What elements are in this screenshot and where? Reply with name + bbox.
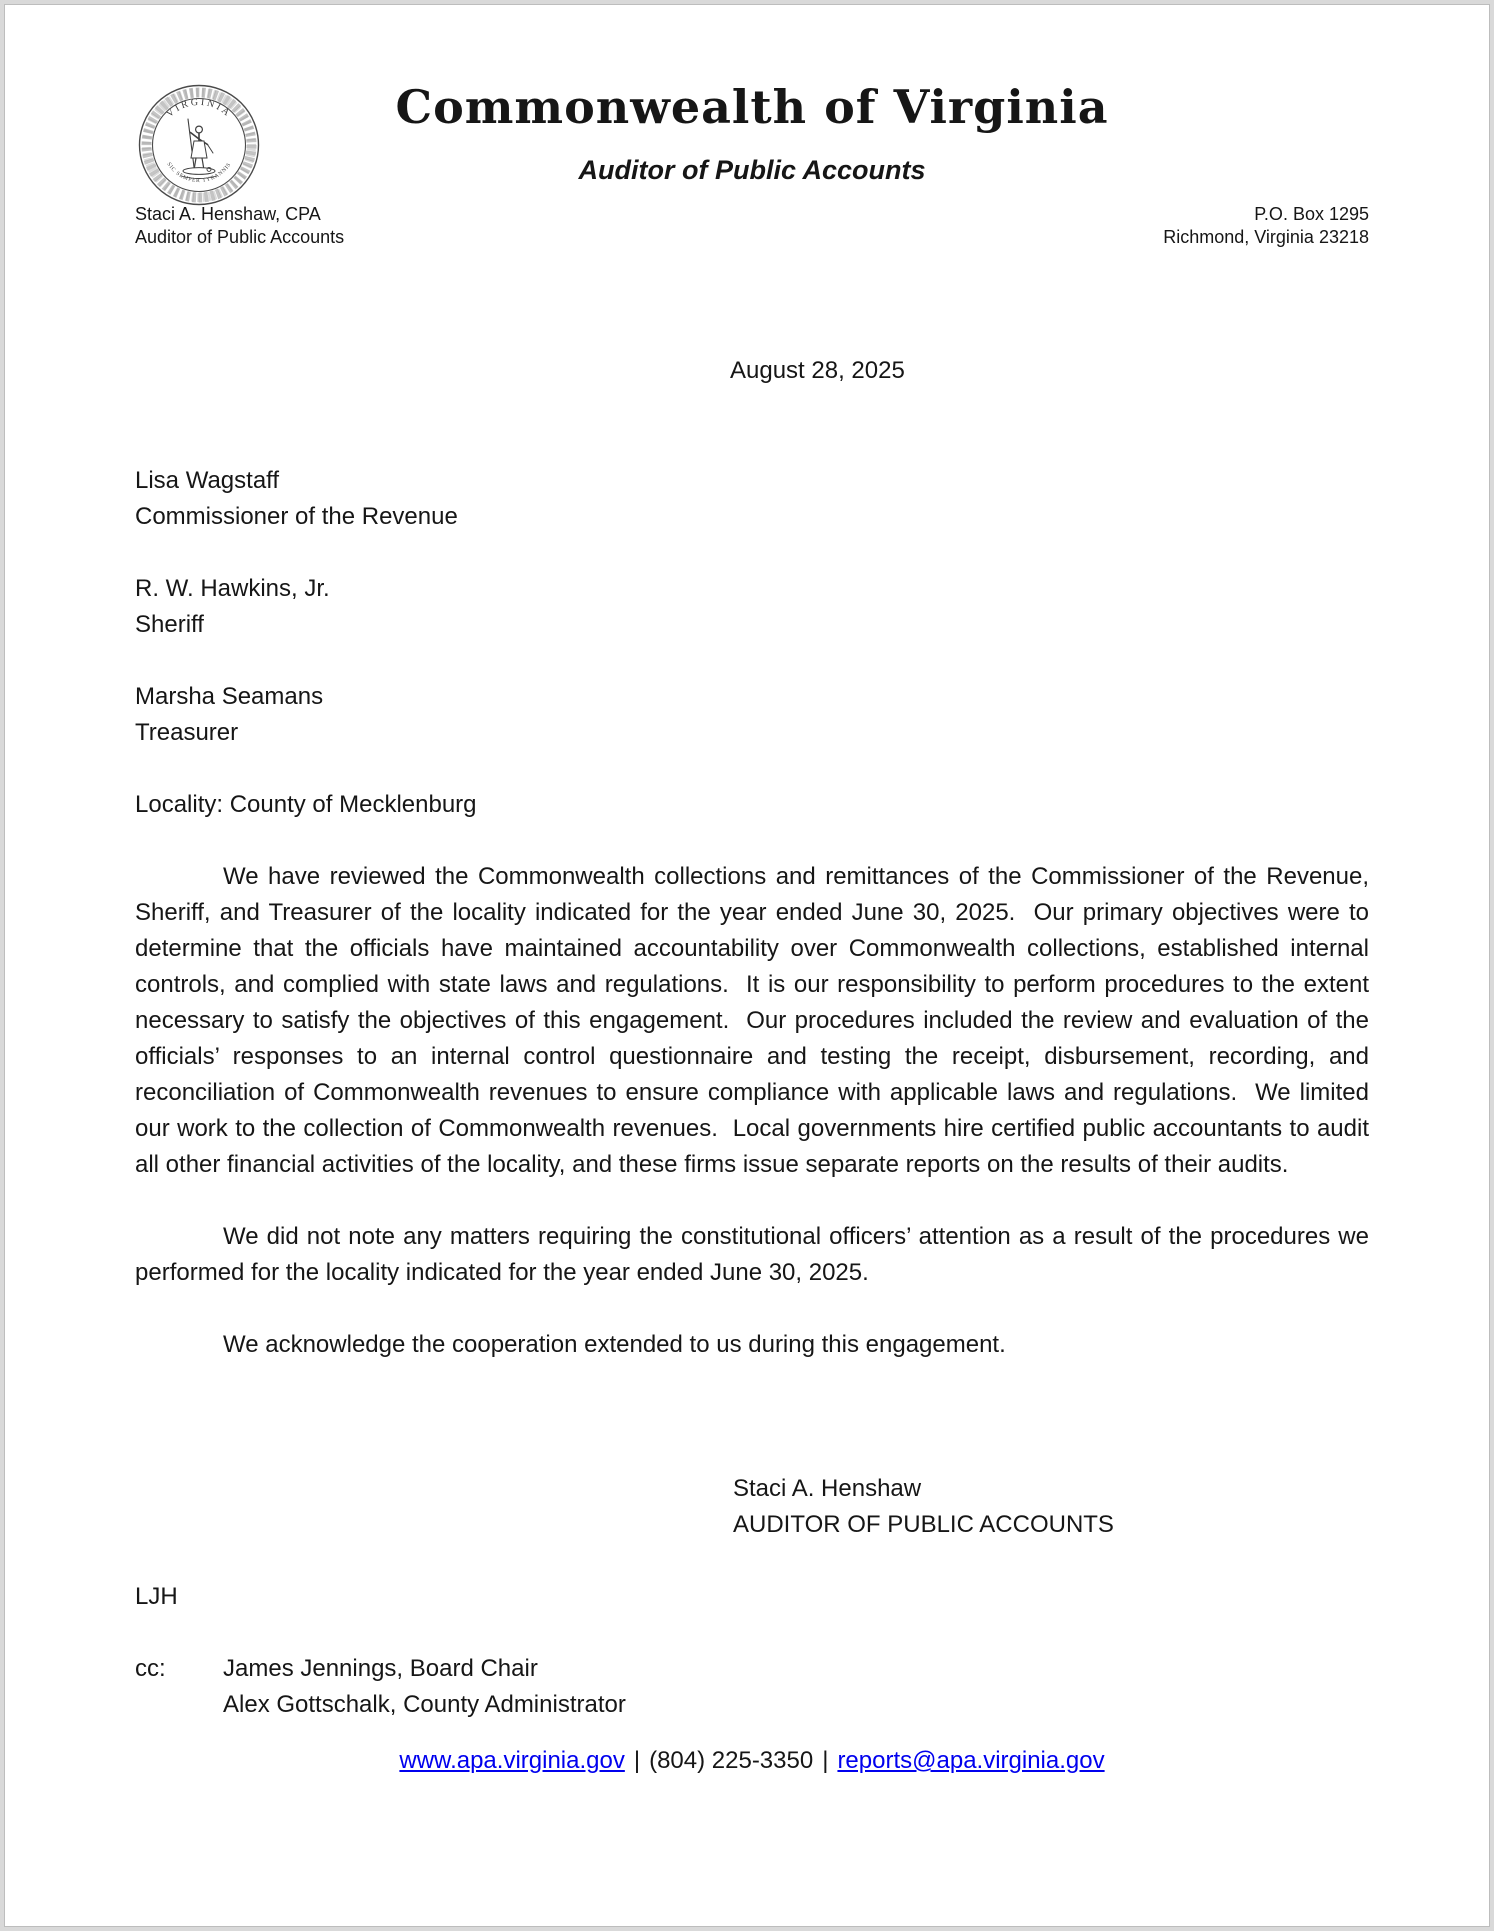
cc-name-2: Alex Gottschalk, County Administrator [223,1691,626,1718]
recipient-1 [135,463,1369,535]
letterhead-left [135,203,344,249]
cc-names [223,1651,626,1723]
email-link[interactable]: reports@apa.virginia.gov [837,1747,1105,1774]
org-title: Commonwealth of Virginia [395,80,1109,134]
po-box-line: P.O. Box 1295 [1254,204,1369,224]
city-line: Richmond, Virginia 23218 [1163,227,1369,247]
page-footer [135,1745,1369,1776]
phone-number: (804) 225-3350 [649,1747,814,1774]
letter-body [135,859,1376,1363]
org-subtitle: Auditor of Public Accounts [578,155,926,185]
footer-separator: | [633,1747,641,1774]
website-link[interactable]: www.apa.virginia.gov [399,1747,625,1774]
page-header [135,81,1369,249]
recipient-1-name: Lisa Wagstaff [135,467,280,494]
signature-title: AUDITOR OF PUBLIC ACCOUNTS [733,1511,1114,1538]
seal-bottom-text: SIC SEMPER TYRANNIS [165,161,233,185]
body-paragraph-1: We have reviewed the Commonwealth collections and remittances of the Commissioner of the Revenue, Sheriff, and Treasurer of the locality indicated for the year ended June 30, 2025. Our primary objectives were to determine that the officials have maintained accountability over Commonwealth collections, established internal controls, and complied with state laws and regulations. It is our responsibility to perform procedures to the extent necessary to satisfy the objectives of this engagement. Our procedures included the review and evaluation of the officials’ responses to an internal control questionnaire and testing the receipt, disbursement, recording, and reconciliation of Commonwealth revenues to ensure compliance with applicable laws and regulations. We limited our work to the collection of Commonwealth revenues. Local governments hire certified public accountants to audit all other financial activities of the locality, and these firms issue separate reports on the results of their audits. [135,863,1376,1178]
letterhead-row [135,203,1369,249]
auditor-title: Auditor of Public Accounts [135,227,345,247]
recipient-3-title: Treasurer [135,719,239,746]
recipient-3 [135,679,1369,751]
cc-name-1: James Jennings, Board Chair [223,1655,538,1682]
recipient-1-title: Commissioner of the Revenue [135,503,458,530]
recipient-2-title: Sheriff [135,611,204,638]
auditor-name: Staci A. Henshaw, CPA [135,204,321,224]
seal-top-text: VIRGINIA [164,96,234,120]
signature-name: Staci A. Henshaw [733,1475,922,1502]
footer-separator: | [822,1747,829,1774]
signature-block [733,1471,1369,1543]
recipient-2-name: R. W. Hawkins, Jr. [135,575,330,602]
typist-initials: LJH [135,1583,178,1610]
recipient-2 [135,571,1369,643]
virginia-seal-icon [137,83,261,207]
recipient-block [135,463,1369,823]
body-paragraph-2: We did not note any matters requiring the constitutional officers’ attention as a result of the procedures we performed for the locality indicated for the year ended June 30, 2025. [135,1223,1376,1286]
cc-label: cc: [135,1655,166,1682]
letter-date: August 28, 2025 [730,357,905,384]
letterhead-right [1163,203,1369,249]
body-paragraph-3: We acknowledge the cooperation extended to us during this engagement. [223,1331,1006,1358]
letter-page [4,4,1490,1927]
recipient-3-name: Marsha Seamans [135,683,324,710]
locality-line: Locality: County of Mecklenburg [135,791,477,818]
cc-block [135,1651,1369,1723]
